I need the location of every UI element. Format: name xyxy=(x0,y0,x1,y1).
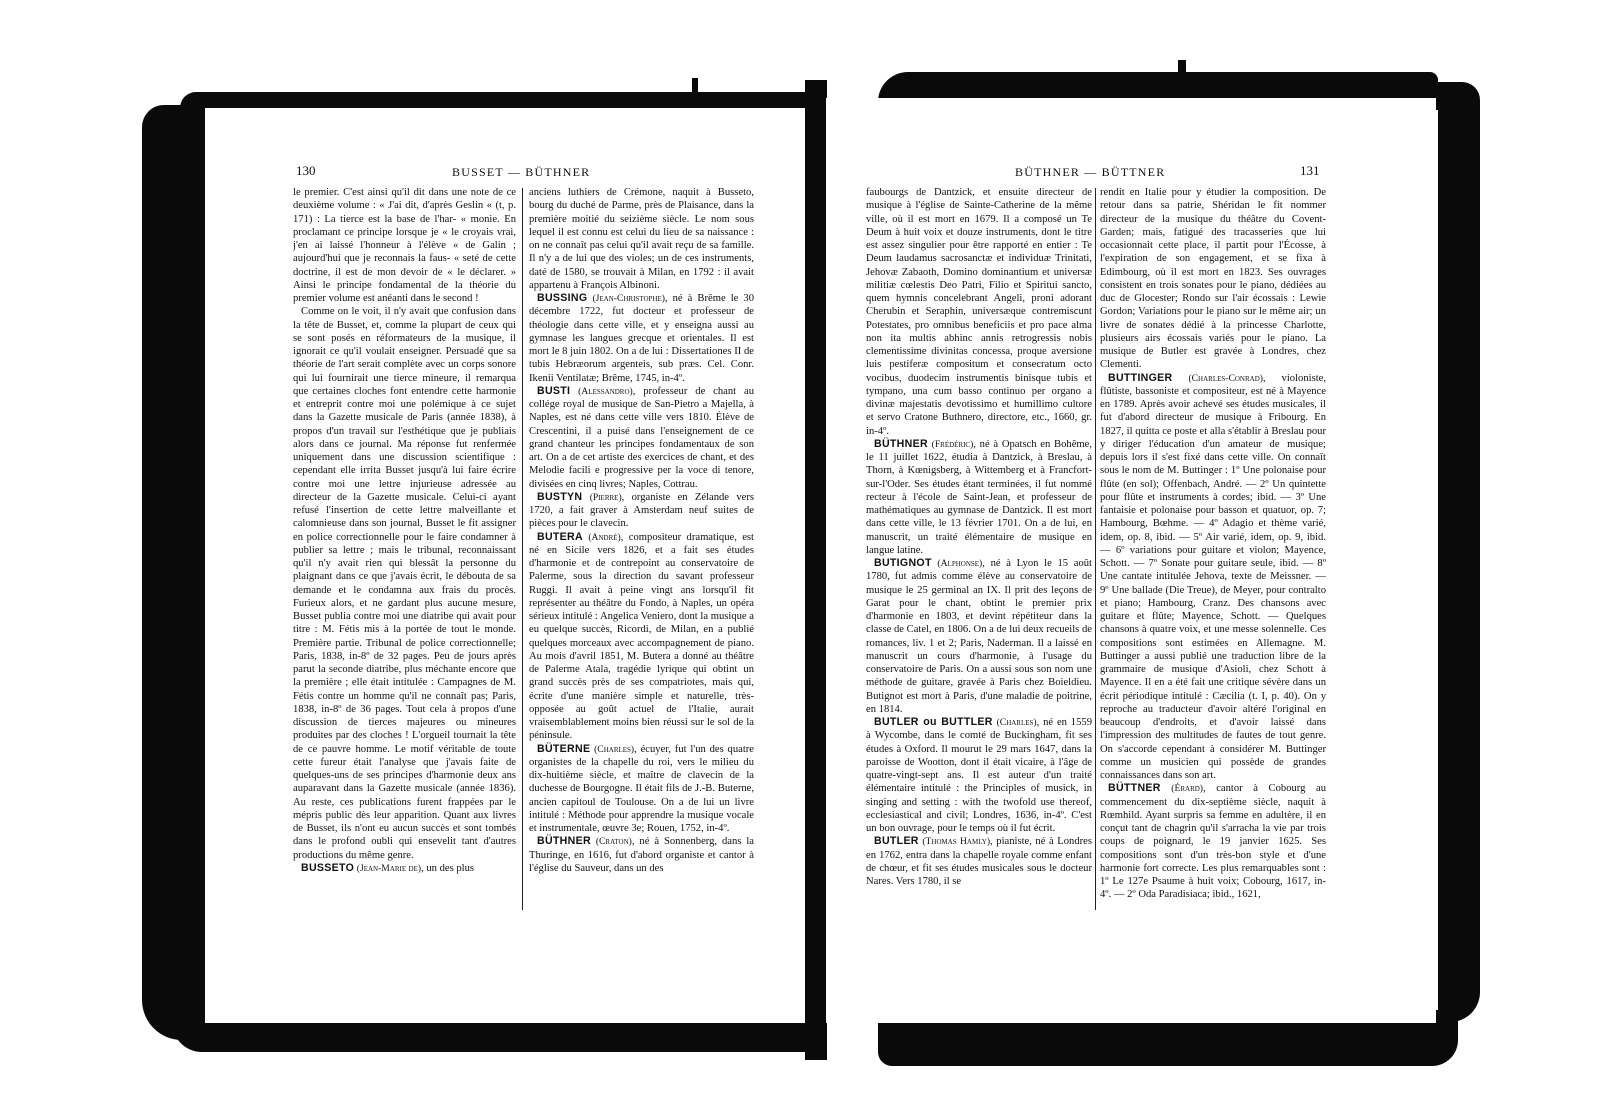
entry-given-name: (Charles) xyxy=(996,717,1037,728)
entry-headword: BUTLER ou BUTTLER xyxy=(874,716,993,728)
entry-headword: BUTERA xyxy=(537,530,583,543)
entry-given-name: (Craton) xyxy=(595,836,632,848)
dictionary-entry xyxy=(866,716,1092,835)
entry-text: , né à Opatsch en Bohême, le 11 juillet 1622, étudia à Dantzick, à Breslau, à Thorn, à Kœnigsberg, à Wittemberg et à Francfort-sur-l'Oder. Ses études étant terminées, il fut nommé recteur à l'école de Saint-Jean, et professeur de mathématiques au gymnase de Dantzick. Il est mort dans cette ville, le 13 février 1701. On a de lui, en manuscrit, un traité élémentaire de musique en langue latine. xyxy=(866,438,1092,556)
entry-headword: BUSTI xyxy=(537,384,571,397)
entry-given-name: (Alessandro) xyxy=(578,385,633,397)
left-page-column-2 xyxy=(529,186,754,914)
entry-given-name: (André) xyxy=(588,531,621,543)
entry-given-name: (Charles) xyxy=(594,743,635,755)
entry-text: , un des plus xyxy=(421,862,475,874)
entry-headword: BUSSETO xyxy=(301,861,355,874)
entry-given-name: (Érard) xyxy=(1171,783,1203,795)
entry-continuation xyxy=(866,186,1092,438)
book-gutter xyxy=(805,80,827,1060)
entry-given-name: (Thomas Hamly) xyxy=(922,836,991,848)
entry-headword: BUSTYN xyxy=(537,490,583,503)
dictionary-entry xyxy=(1100,372,1326,783)
dictionary-entry xyxy=(529,491,754,531)
scan-shadow-right xyxy=(1438,82,1480,1022)
entry-continuation xyxy=(293,305,516,862)
entry-text: Comme on le voit, il n'y avait que confusion dans la tête de Busset, et, comme la plupart de ceux qui se sont posés en réformateurs de la musique, il ignorait ce qu'il voulait enseigner. Persuadé que sa théorie de l'art serait complète avec un corps sonore qui lui fournirait une tierce mineure, il remarqua que certaines cloches font entendre cette harmonie et entreprit contre moi une polémique à ce sujet dans la Gazette musicale de Paris (année 1838), à propos d'un travail sur l'esthétique que je publiais alors dans ce journal. Ma réponse fut renfermée uniquement dans une discussion scientifique : cependant elle irrita Busset jusqu'à lui faire écrire contre moi une lettre injurieuse adressée au directeur de la Gazette musicale. Celui-ci ayant refusé l'insertion de cette lettre malveillante et calomnieuse dans son journal, Busset le fit assigner en police correctionnelle pour le faire condamner à publier sa lettre ; mais le tribunal, reconnaissant qu'il n'y avait rien qui blessât la personne du plaignant dans ce que j'avais écrit, le débouta de sa demande et le condamna aux frais du procès. Furieux alors, et ne gardant plus aucune mesure, Busset publia contre moi une diatribe qui avait pour titre : M. Fétis mis à la portée de tout le monde. Première partie. Tribunal de police correctionnelle; Paris, 1838, in-8º de 32 pages. Peu de jours après parut la seconde diatribe, plus méchante encore que la première ; elle était intitulée : Campagnes de M. Fétis contre un homme qu'il ne connaît pas; Paris, 1838, in-8º de 36 pages. Tout cela à propos d'une discussion de tierces majeures ou mineures produites par des cloches ! L'orgueil tournait la tête de ce pauvre homme. Le motif véritable de toute cette fureur était l'analyse que j'avais faite de quelques-uns de ses principes d'harmonie deux ans auparavant dans la Gazette musicale (année 1836). Au reste, ces publications furent frappées par le mépris public dès leur apparition. Quant aux livres de Busset, ils n'ont eu aucun succès et sont tombés dans le profond oubli qui ensevelit tant d'autres productions du même genre. xyxy=(293,306,516,861)
entry-headword: BUTIGNOT xyxy=(874,557,932,569)
entry-headword: BÜTTNER xyxy=(1108,782,1161,795)
left-running-head: BUSSET — BÜTHNER xyxy=(452,165,591,179)
right-page-column-2 xyxy=(1100,186,1326,916)
column-divider xyxy=(522,188,523,910)
right-running-head: BÜTHNER — BÜTTNER xyxy=(1015,165,1166,179)
entry-text: anciens luthiers de Crémone, naquit à Busseto, bourg du duché de Parme, près de Plaisance, dans la première moitié du seizième siècle. Le nom sous lequel il est connu est celui du lieu de sa naissance : on ne connaît pas celui qu'il avait reçu de sa famille. Il n'y a de lui que des violes; un de ces instruments, daté de 1580, se trouvait à Milan, en 1792 : il avait appartenu à François Albinoni. xyxy=(529,187,754,291)
entry-text: , compositeur dramatique, est né en Sicile vers 1826, et a fait ses études d'harmonie et de contrepoint au conservatoire de Palerme, sous la direction du savant professeur Ruggi. Il avait à peine vingt ans lorsqu'il fit représenter au théâtre du Fondo, à Naples, un opéra sérieux intitulé : Angelica Veniero, dont la musique a eu quelque succès, Ricordi, de Milan, en a publié quelques morceaux avec accompagnement de piano. Au mois d'avril 1851, M. Butera a donné au théâtre de Palerme Atala, tragédie lyrique qui obtint un grand succès près de ses compatriotes, mais qui, écrite d'une manière simple et naturelle, très-opposée au goût actuel de l'Italie, aurait vraisemblablement moins bien réussi sur le sol de la péninsule. xyxy=(529,531,754,742)
right-page-column-1 xyxy=(866,186,1092,916)
entry-text: , cantor à Cobourg au commencement du dix-septième siècle, naquit à Rœmhild. Ayant surpris sa femme en adultère, il en conçut tant de chagrin qu'il s'arracha la vie par trois coups de poignard, le 19 janvier 1625. Ses compositions sont d'un très-bon style et d'une harmonie fort correcte. Les plus remarquables sont : 1º Le 127e Psaume à huit voix; Cobourg, 1617, in-4º. — 2º Oda Paradisiaca; ibid., 1621, xyxy=(1100,783,1326,901)
entry-given-name: (Pierre) xyxy=(589,491,622,503)
bookmark-ribbon-left xyxy=(692,78,698,106)
entry-continuation xyxy=(529,186,754,292)
dictionary-entry xyxy=(529,385,754,491)
dictionary-entry xyxy=(529,292,754,385)
entry-text: , né à Lyon le 15 août 1780, fut admis comme élève au conservatoire de musique le 25 germinal an IX. Il prit des leçons de Garat pour le chant, obtint le premier prix d'harmonie en 1803, et devint répétiteur dans la classe de Catel, en 1806. On a de lui deux recueils de romances, liv. 1 et 2; Paris, Naderman. Il a laissé en manuscrit un cours d'harmonie, à l'usage du conservatoire de Paris. On a aussi sous son nom une méthode de guitare, gravée à Paris chez Boieldieu. Butignot est mort à Paris, d'une maladie de poitrine, en 1814. xyxy=(866,558,1092,715)
entry-text: , organiste en Zélande vers 1720, a fait graver à Amsterdam neuf suites de pièces pour le clavecin. xyxy=(529,491,754,530)
entry-continuation xyxy=(1100,186,1326,372)
entry-given-name: (Alphonse) xyxy=(937,558,983,569)
entry-text: le premier. C'est ainsi qu'il dit dans une note de ce deuxième volume : « J'ai dit, d'après Geslin « (t, p. 171) : La tierce est la base de l'har- « monie. En proclamant ce principe lorsque je « le croyais vrai, j'en ai laissé l'honneur à l'élève « de Galin ; aujourd'hui que je reconnais la faus- « seté de cette doctrine, il est de mon devoir de « le déclarer. » Ainsi le principe fondamental de la théorie du premier volume est anéanti dans le second ! xyxy=(293,187,516,304)
column-divider xyxy=(1095,188,1096,910)
dictionary-entry xyxy=(529,531,754,743)
entry-text: , écuyer, fut l'un des quatre organistes de la chapelle du roi, vers le milieu du dix-huitième siècle, et maître de clavecin de la duchesse de Bourgogne. Il était fils de J.-B. Buterne, ancien capitoul de Toulouse. On a de lui un livre intitulé : Méthode pour apprendre la musique vocale et instrumentale, œuvre 3e; Rouen, 1752, in-4º. xyxy=(529,743,754,834)
dictionary-entry xyxy=(529,743,754,836)
entry-text: , violoniste, flûtiste, bassoniste et compositeur, est né à Mayence en 1789. Après avoir achevé ses études musicales, il fut d'abord directeur de musique à Fribourg. En 1827, il quitta ce poste et alla s'établir à Breslau pour y diriger l'éducation d'un amateur de musique; depuis lors il s'est fixé dans cette ville. On connaît sous le nom de M. Buttinger : 1º Une polonaise pour flûte (en sol); Offenbach, André. — 2º Un quintette pour flûte et instruments à cordes; ibid. — 3º Une fantaisie et polonaise pour basson et quatuor, op. 7; Hambourg, Bœhme. — 4º Adagio et thème varié, idem, op. 8, ibid. — 5º Air varié, idem, op. 9, ibid. — 6º variations pour guitare et violon; Mayence, Schott. — 7º Sonate pour guitare seule, ibid. — 8º Une cantate intitulée Jehova, texte de Meissner. — 9º Une ballade (Die Treue), de Meyer, pour contralto et piano; Hambourg, Cranz. Des chansons avec guitare et flûte; Mayence, Schott. — Quelques chansons à quatre voix, et une messe solennelle. Ces compositions sont estimées en Allemagne. M. Buttinger a aussi publié une traduction libre de la grammaire de musique d'Asioli, chez Schott à Mayence. Il en a été fait une critique sévère dans un écrit périodique intitulé : Cæcilia (t. I, p. 40). On y reproche au traducteur d'avoir altéré l'original en beaucoup d'endroits, et d'avoir laissé dans l'impression des multitudes de fautes de tout genre. On s'accorde cependant à considérer M. Buttinger comme un musicien qui possède de grandes connaissances dans son art. xyxy=(1100,372,1326,781)
left-page-column-1 xyxy=(293,186,516,914)
entry-text: , professeur de chant au collége royal de musique de San-Pietro a Majella, à Naples, est né dans cette ville vers 1810. Élève de Crescentini, il a puisé dans l'enseignement de ce grand chanteur les principes fondamentaux de son art. On a de cet artiste des exercices de chant, et des Melodie facili e progressive per la voce di tenore, divisées en cinq livres; Naples, Cottrau. xyxy=(529,385,754,490)
left-page-number: 130 xyxy=(296,163,316,178)
entry-text: , né en 1559 à Wycombe, dans le comté de Buckingham, fit ses études à Oxford. Il mourut le 29 mars 1647, dans la paroisse de Wootton, dont il était vicaire, à l'âge de quatre-vingt-sept ans. Il est auteur d'un traité élémentaire intitulé : the Principles of musick, in singing and setting : with the twofold use thereof, ecclesiastical and civil; Londres, 1636, in-4º. C'est un bon ouvrage, pour le temps où il fut écrit. xyxy=(866,717,1092,834)
right-page-number: 131 xyxy=(1300,163,1320,178)
entry-continuation xyxy=(293,186,516,305)
entry-text: rendit en Italie pour y étudier la composition. De retour dans sa patrie, Shéridan le fit nommer directeur de la musique du théâtre du Covent-Garden; mais, fatigué des tracasseries que lui occasionnait cette place, il partit pour l'Écosse, à l'expiration de son engagement, et se fixa à Edimbourg, où il est mort en 1823. Ses ouvrages consistent en trois sonates pour le piano, dédiées au duc de Glocester; Rondo sur l'air écossais : Lewie Gordon; Variations pour le piano sur le même air; un livre de sonates dédié à la princesse Charlotte, plusieurs airs écossais variés pour le piano. La musique de Butler est gravée à Londres, chez Clementi. xyxy=(1100,187,1326,371)
entry-headword: BUTLER xyxy=(874,835,919,848)
entry-text: , né à Brême le 30 décembre 1722, fut docteur et professeur de théologie dans cette ville, et y enseigna aussi au gymnase les langues grecque et orientales. Il est mort le 8 juin 1802. On a de lui : Dissertationes II de tubis Hebræorum argenteis, sub præs. Cel. Conr. Ikenii Ventilatæ; Brême, 1745, in-4º. xyxy=(529,293,754,384)
entry-given-name: (Charles-Conrad) xyxy=(1188,372,1263,384)
dictionary-entry xyxy=(293,862,516,875)
entry-headword: BUTTINGER xyxy=(1108,371,1173,384)
dictionary-entry xyxy=(866,557,1092,716)
entry-given-name: (Jean-Christophe) xyxy=(592,293,665,304)
scan-shadow-left xyxy=(142,105,212,1040)
entry-given-name: (Frédéric) xyxy=(931,438,974,450)
entry-text: faubourgs de Dantzick, et ensuite directeur de musique à l'église de Sainte-Catherine de la même ville, où il est mort en 1679. Il a composé un Te Deum à huit voix et douze instruments, dont le titre est assez singulier pour être rapporté en entier : Te Deum laudamus sacrosanctæ et individuæ Trinitati, Jehovæ Zabaoth, Domino dominantium et universæ militiæ cœlestis Deo Patri, Filio et Spiritui sancto, quem hymnis concelebrant Angeli, proni adorant Cherubin et Seraphin, universæque contremiscunt Potestates, pro omnibus beneficiis et pro pace alma non ita multis abhinc annis retrogressis nobis clementissime divinitas concessa, proque aversione luis pestiferæ compositum et consecratum octo vocibus, duodecim instrumentis binisque tubis et tympano, una cum basso continuo per organo a divinæ majestatis devotissimo et humillimo cultore et servo Cratone Buthnero, directore, etc., 1660, gr. in-4º. xyxy=(866,187,1092,437)
dictionary-entry xyxy=(866,438,1092,557)
entry-given-name: (Jean-Marie de) xyxy=(356,862,422,874)
entry-text: , né à Sonnenberg, dans la Thuringe, en 1616, fut d'abord organiste et cantor à l'église du Sauveur, dans un des xyxy=(529,836,754,874)
dictionary-entry xyxy=(1100,782,1326,901)
bookmark-ribbon-right xyxy=(1178,60,1186,96)
dictionary-entry xyxy=(529,835,754,875)
entry-headword: BUSSING xyxy=(537,292,588,304)
entry-text: , pianiste, né à Londres en 1762, entra dans la chapelle royale comme enfant de chœur, et fit ses études musicales sous le docteur Nares. Vers 1780, il se xyxy=(866,836,1092,887)
entry-headword: BÜTHNER xyxy=(537,835,591,848)
entry-headword: BÜTHNER xyxy=(874,437,928,450)
dictionary-entry xyxy=(866,835,1092,888)
entry-headword: BÜTERNE xyxy=(537,742,591,755)
